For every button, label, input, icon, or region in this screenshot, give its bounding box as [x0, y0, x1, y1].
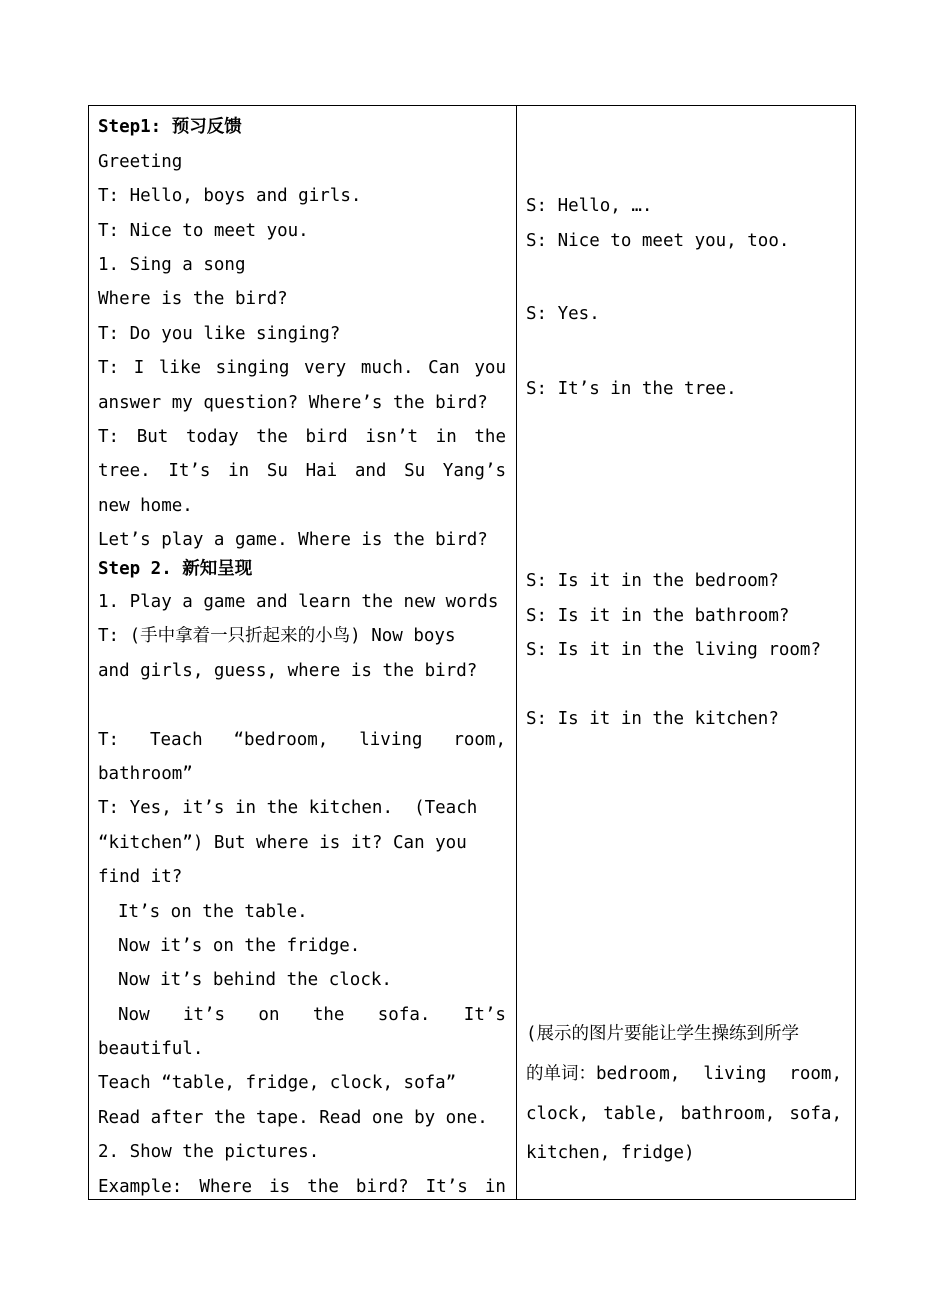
- teach-words-line: Teach “table, fridge, clock, sofa”: [98, 1073, 457, 1093]
- note-line-4: kitchen, fridge): [526, 1143, 695, 1163]
- student-its-in-tree: S: It’s in the tree.: [526, 379, 737, 399]
- bathroom-line: bathroom”: [98, 764, 193, 784]
- teacher-like-singing: T: Do you like singing?: [98, 324, 341, 344]
- kitchen-where-line: “kitchen”) But where is it? Can you: [98, 833, 467, 853]
- guess-where-line: and girls, guess, where is the bird?: [98, 661, 478, 681]
- student-kitchen: S: Is it in the kitchen?: [526, 709, 779, 729]
- beautiful-line: beautiful.: [98, 1039, 204, 1059]
- example-line: Example: Where is the bird? It’s in: [98, 1177, 506, 1197]
- song-title-line: Where is the bird?: [98, 289, 288, 309]
- play-game-learn-line: 1. Play a game and learn the new words: [98, 592, 499, 612]
- teacher-nice: T: Nice to meet you.: [98, 221, 309, 241]
- student-nice: S: Nice to meet you, too.: [526, 231, 790, 251]
- on-table-line: It’s on the table.: [118, 902, 308, 922]
- teacher-teach-line: T: Teach “bedroom, living room,: [98, 730, 506, 750]
- step1-heading: Step1: 预习反馈: [98, 117, 242, 137]
- teacher-yes-kitchen-line: T: Yes, it’s in the kitchen. (Teach: [98, 798, 478, 818]
- column-divider: [516, 106, 517, 1199]
- tree-su-hai-line: tree. It’s in Su Hai and Su Yang’s: [98, 461, 506, 481]
- student-hello: S: Hello, ….: [526, 196, 653, 216]
- behind-clock-line: Now it’s behind the clock.: [118, 970, 392, 990]
- student-bathroom: S: Is it in the bathroom?: [526, 606, 790, 626]
- read-after-tape-line: Read after the tape. Read one by one.: [98, 1108, 488, 1128]
- on-sofa-line: Now it’s on the sofa. It’s: [118, 1005, 506, 1025]
- teacher-i-like-line: T: I like singing very much. Can you: [98, 358, 506, 378]
- student-yes: S: Yes.: [526, 304, 600, 324]
- on-fridge-line: Now it’s on the fridge.: [118, 936, 361, 956]
- find-it-line: find it?: [98, 867, 183, 887]
- student-living-room: S: Is it in the living room?: [526, 640, 822, 660]
- student-bedroom: S: Is it in the bedroom?: [526, 571, 779, 591]
- show-pictures-line: 2. Show the pictures.: [98, 1142, 320, 1162]
- teacher-hello: T: Hello, boys and girls.: [98, 186, 362, 206]
- note-line-3: clock, table, bathroom, sofa,: [526, 1104, 842, 1124]
- sing-song-line: 1. Sing a song: [98, 255, 246, 275]
- teacher-holding-bird-line: T: (手中拿着一只折起来的小鸟) Now boys: [98, 626, 456, 646]
- note-line-1: (展示的图片要能让学生操练到所学: [526, 1024, 800, 1044]
- note-line-2: 的单词：bedroom, living room,: [526, 1064, 842, 1084]
- answer-question-line: answer my question? Where’s the bird?: [98, 393, 488, 413]
- lets-play-line: Let’s play a game. Where is the bird?: [98, 530, 488, 550]
- step2-heading: Step 2. 新知呈现: [98, 559, 253, 579]
- teacher-but-today-line: T: But today the bird isn’t in the: [98, 427, 506, 447]
- lesson-table: [88, 105, 856, 1200]
- greeting-line: Greeting: [98, 152, 183, 172]
- new-home-line: new home.: [98, 496, 193, 516]
